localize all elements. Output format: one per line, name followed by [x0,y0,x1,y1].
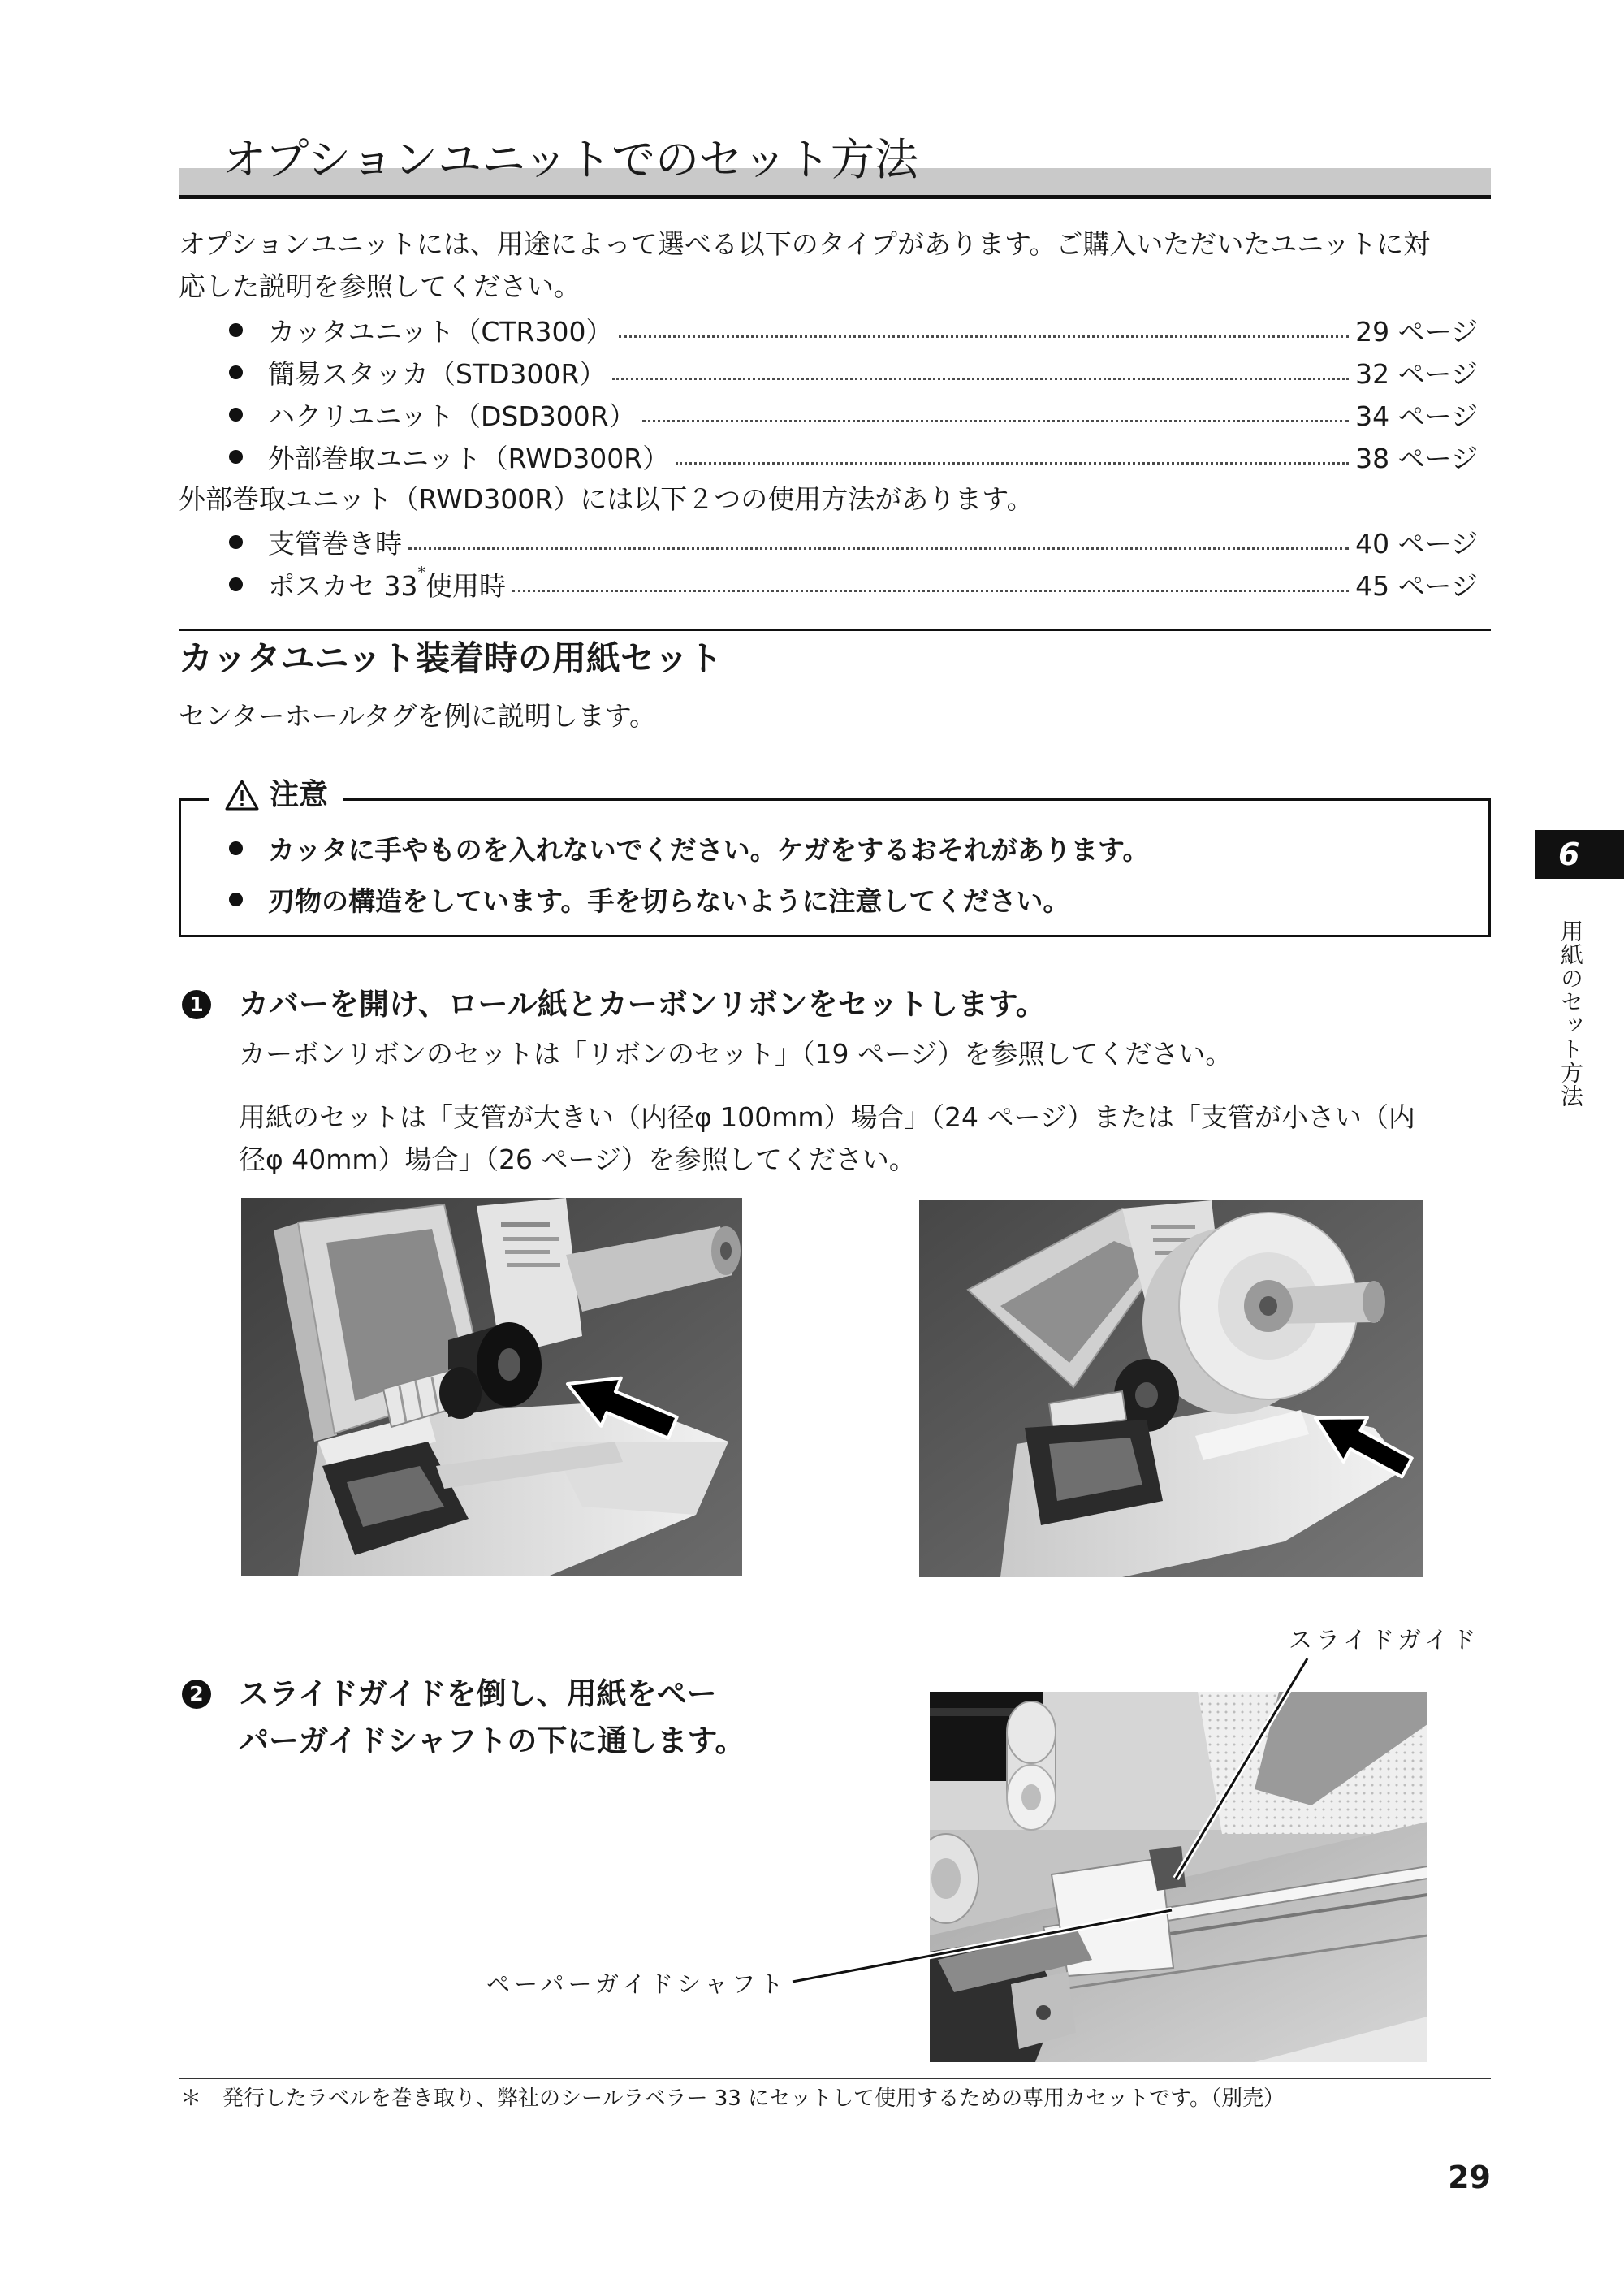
page-title: オプションユニットでのセット方法 [222,134,918,185]
bullet [229,450,243,464]
list-item-label [268,565,506,603]
photo-content [241,1198,742,1576]
bullet [229,841,243,855]
intro-line: オプションユニットには、用途によって選べる以下のタイプがあります。ご購入いただいたユニットに対 [179,228,1431,260]
section-lead: センターホールタグを例に説明します。 [179,700,657,732]
title-rule [179,195,1491,199]
step-note: カーボンリボンのセットは「リボンのセット」（19 ページ）を参照してください。 [239,1038,1233,1070]
caution-label: 注意 [270,778,329,811]
dot-leader [642,420,1349,422]
page-reference: 45 ページ [1355,569,1478,602]
intro-line: 応した説明を参照してください。 [179,270,581,302]
step-number: 1 [182,990,211,1019]
list-item-label-part: ポスカセ 33 [268,569,418,602]
list-item-label: 外部巻取ユニット（RWD300R） [268,442,670,474]
dot-leader [512,590,1349,592]
dot-leader [676,462,1349,465]
list-item-label: 支管巻き時 [268,527,402,560]
rewinder-method-list [229,521,1478,605]
footnote-rule [179,2078,1491,2079]
bullet [229,408,243,422]
step-title-line: スライドガイドを倒し、用紙をペー [239,1676,717,1711]
section-rule [179,629,1491,631]
bullet [229,893,243,906]
caution-header [209,776,343,814]
page-reference: 32 ページ [1355,357,1478,390]
callout-slide-guide: スライドガイド [1289,1626,1480,1654]
dot-leader [619,335,1349,338]
page-reference: 34 ページ [1355,400,1478,432]
section-heading: カッタユニット装着時の用紙セット [179,638,723,678]
list-item [229,435,1478,478]
page-reference: 38 ページ [1355,442,1478,474]
rewinder-intro: 外部巻取ユニット（RWD300R）には以下２つの使用方法があります。 [179,483,1034,515]
list-item [229,393,1478,435]
caution-item [229,823,1471,874]
chapter-title: 用紙のセット方法 [1557,919,1584,1108]
list-item [229,309,1478,351]
dot-leader [612,378,1349,380]
warning-icon [224,779,260,811]
caution-item-text: 刃物の構造をしています。手を切らないように注意してください。 [268,885,1070,917]
caution-item-text: カッタに手やものを入れないでください。ケガをするおそれがあります。 [268,834,1150,866]
page-reference: 40 ページ [1355,527,1478,560]
bullet [229,365,243,379]
photo-printer-open-cover [241,1198,742,1576]
callout-paper-guide-shaft: ペーパーガイドシャフト [486,1970,788,1998]
list-item-label: ハクリユニット（DSD300R） [268,400,636,432]
chapter-tab [1535,830,1624,879]
step-number: 2 [182,1680,211,1709]
dot-leader [408,547,1349,550]
photo-slide-guide-closeup [930,1692,1427,2062]
page-reference: 29 ページ [1355,315,1478,348]
photo-content [919,1200,1423,1577]
photo-printer-with-roll [919,1200,1423,1577]
bullet [229,535,243,549]
list-item [229,521,1478,563]
photo-content [930,1692,1427,2062]
bullet [229,323,243,337]
caution-list [229,823,1471,925]
list-item [229,351,1478,393]
option-unit-list [229,309,1478,478]
step-note: 径φ 40mm）場合」（26 ページ）を参照してください。 [239,1144,916,1175]
intro-paragraph [179,223,1491,308]
step-title-line: パーガイドシャフトの下に通します。 [239,1723,745,1758]
chapter-number: 6 [1558,837,1580,872]
step-title [239,1671,905,1765]
footnote-marker: * [417,563,425,582]
caution-item [229,874,1471,925]
step-title: カバーを開け、ロール紙とカーボンリボンをセットします。 [239,987,1046,1022]
footnote-mark: ＊ [180,2086,202,2111]
step-note: 用紙のセットは「支管が大きい（内径φ 100mm）場合」（24 ページ）または「支管が小さい（内 [239,1101,1415,1133]
list-item-label: カッタユニット（CTR300） [268,315,613,348]
bullet [229,577,243,591]
page-number: 29 [1448,2160,1491,2195]
list-item-label-part: 使用時 [425,569,506,602]
list-item-label: 簡易スタッカ（STD300R） [268,357,607,390]
list-item [229,563,1478,605]
footnote-text: 発行したラベルを巻き取り、弊社のシールラベラー 33 にセットして使用するための専用カセットです。（別売） [222,2086,1285,2111]
